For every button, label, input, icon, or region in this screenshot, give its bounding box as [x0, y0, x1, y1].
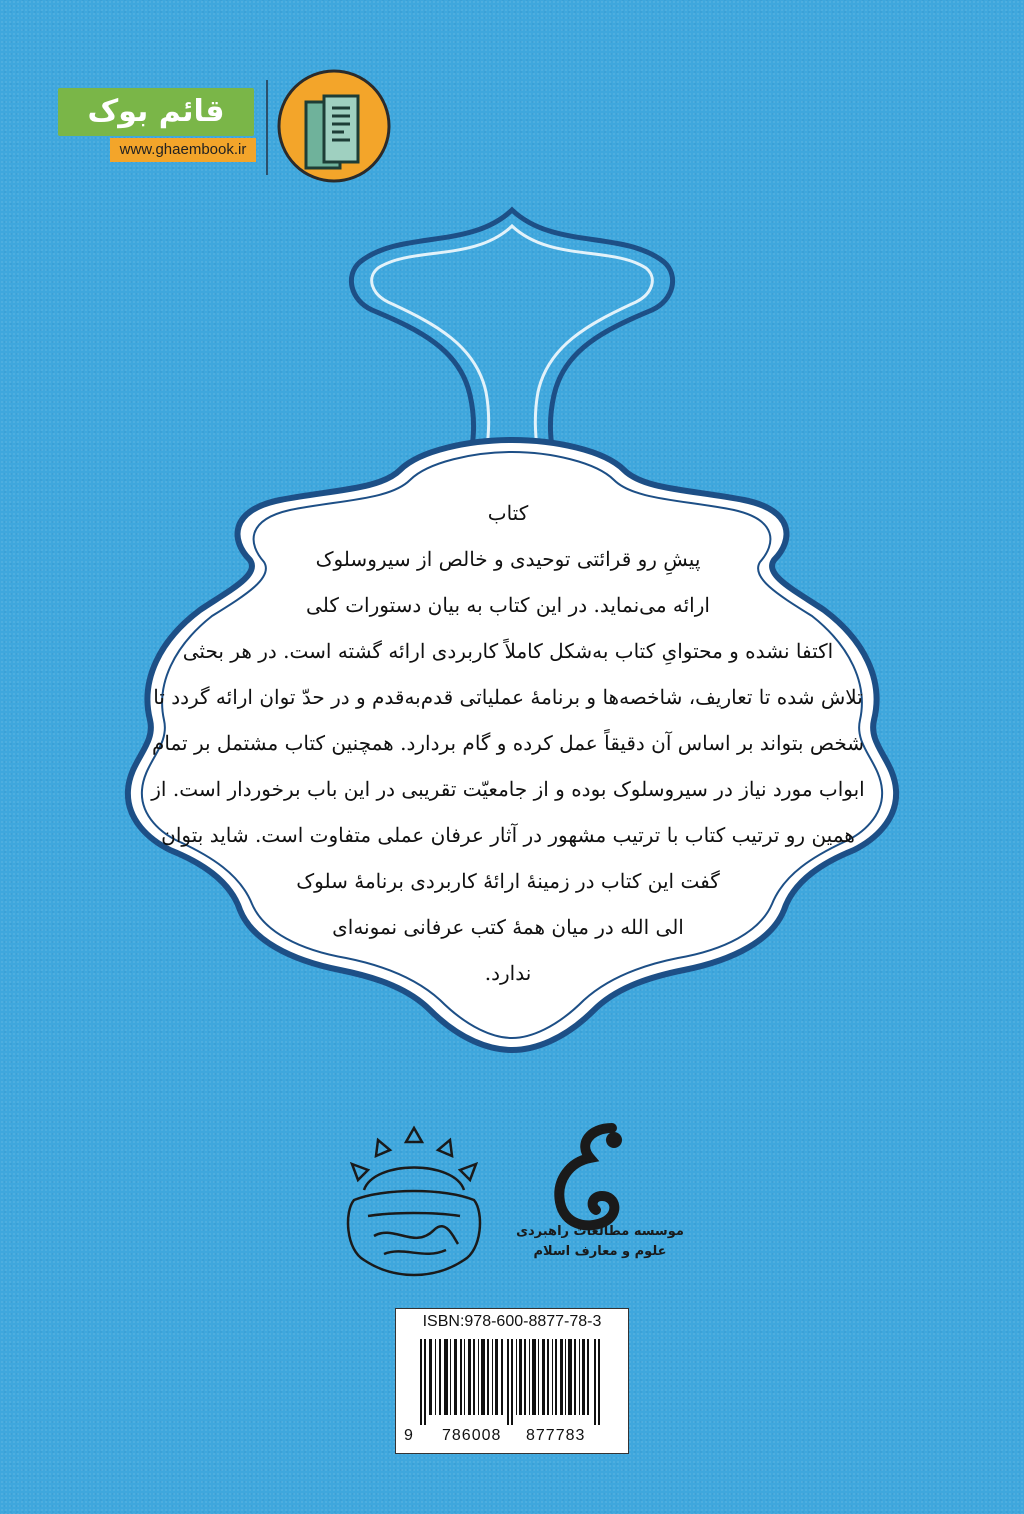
barcode-digit-first: 9 — [404, 1427, 413, 1444]
back-cover-blurb — [150, 490, 866, 996]
blurb-line: گفت این کتاب در زمینهٔ ارائهٔ کاربردی برنامهٔ سلوک — [296, 869, 720, 893]
isbn-label: ISBN:978-600-8877-78-3 — [422, 1313, 602, 1330]
blurb-line: ارائه می‌نماید. در این کتاب به بیان دستورات کلی — [306, 593, 710, 617]
blurb-line: پیشِ رو قرائتی توحیدی و خالص از سیروسلوک — [315, 547, 701, 571]
barcode-digit-group2: 877783 — [526, 1427, 586, 1444]
institute-name-line1: موسسه مطالعات راهبردی — [516, 1224, 684, 1239]
blurb-line: الی الله در میان همهٔ کتب عرفانی نمونه‌ای — [332, 915, 684, 939]
isbn-barcode — [395, 1308, 629, 1454]
blurb-line: همین رو ترتیب کتاب با ترتیب مشهور در آثار عرفان عملی متفاوت است. شاید بتوان — [161, 823, 855, 847]
blurb-line: اکتفا نشده و محتوایِ کتاب به‌شکل کاملاً کاربردی ارائه گشته است. در هر بحثی — [182, 639, 834, 663]
brand-url: www.ghaembook.ir — [110, 138, 256, 162]
institute-logo-icon — [520, 1110, 680, 1300]
blurb-line: شخص بتواند بر اساس آن دقیقاً عمل کرده و گام بردارد. همچنین کتاب مشتمل بر تمام — [152, 731, 864, 755]
barcode-icon — [406, 1339, 618, 1425]
blurb-line: ابواب مورد نیاز در سیروسلوک بوده و از جامعیّت تقریبی در این باب برخوردار است. از — [151, 777, 865, 801]
blurb-line: کتاب — [487, 501, 529, 525]
barcode-digit-group1: 786008 — [442, 1427, 502, 1444]
blurb-line: تلاش شده تا تعاریف، شاخصه‌ها و برنامهٔ عملیاتی قدم‌به‌قدم و در حدّ توان ارائه گردد تا — [153, 685, 863, 709]
institute-name-line2: علوم و معارف اسلام — [533, 1244, 667, 1259]
blurb-line: ندارد. — [484, 961, 532, 985]
sobh-tohid-logo-icon — [334, 1120, 494, 1290]
brand-name: قائم بوک — [58, 88, 254, 136]
institute-name — [500, 1222, 700, 1262]
